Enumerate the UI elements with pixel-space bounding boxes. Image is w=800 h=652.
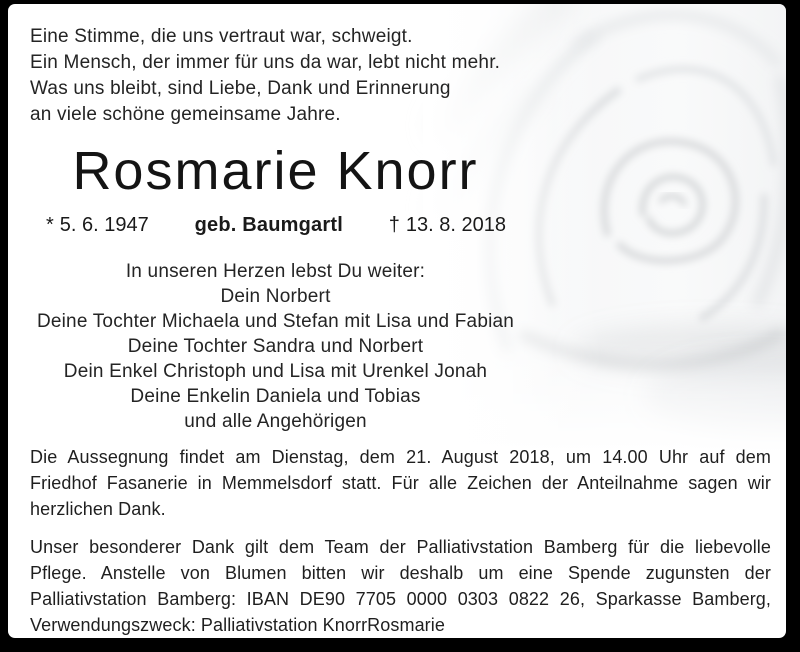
paragraph-line: Unser besonderer Dank gilt dem Team der Palliativstation Bamberg für die liebevolle [30,537,771,557]
family-line: Deine Enkelin Daniela und Tobias [130,386,421,407]
verse-line: Ein Mensch, der immer für uns da war, lebt nicht mehr. [30,52,501,73]
death-date-value: 13. 8. 2018 [405,214,506,236]
paragraph-line: Pflege. Anstelle von Blumen bitten wir deshalb um eine Spende zugunsten der [30,563,771,583]
verse-line: an viele schöne gemeinsame Jahre. [30,104,341,125]
paragraph-line: Friedhof Fasanerie in Memmelsdorf statt. Für alle Zeichen der Anteilnahme sagen wir [30,473,771,493]
paragraph-line: Die Aussegnung findet am Dienstag, dem 21. August 2018, um 14.00 Uhr auf dem [30,447,771,467]
memorial-verse [30,24,550,128]
obituary-card [8,4,786,638]
life-dates-row [46,212,506,238]
family-line: Deine Tochter Sandra und Norbert [127,336,424,357]
birth-date-value: 5. 6. 1947 [59,214,149,236]
verse-line: Was uns bleibt, sind Liebe, Dank und Erinnerung [30,78,451,99]
paragraph-line: Verwendungszweck: Palliativstation KnorrRosmarie [30,615,445,635]
family-line: Deine Tochter Michaela und Stefan mit Lisa und Fabian [36,311,515,332]
family-names [8,259,543,434]
paragraph-line: herzlichen Dank. [30,499,166,519]
birth-star-symbol: * [46,214,54,236]
family-line: Dein Norbert [220,286,331,307]
family-line: und alle Angehörigen [184,411,367,432]
family-line: Dein Enkel Christoph und Lisa mit Urenkel Jonah [63,361,488,382]
verse-line: Eine Stimme, die uns vertraut war, schweigt. [30,26,413,47]
death-date [389,212,506,238]
family-line: In unseren Herzen lebst Du weiter: [125,261,426,282]
deceased-name: Rosmarie Knorr [72,141,479,201]
paragraph-line: Palliativstation Bamberg: IBAN DE90 7705 0000 0303 0822 26, Sparkasse Bamberg, [30,589,771,609]
death-cross-symbol: † [388,214,400,236]
maiden-name: geb. Baumgartl [194,214,343,236]
birth-date [46,212,149,238]
funeral-service-paragraph [30,444,771,522]
thanks-donation-paragraph [30,534,771,638]
